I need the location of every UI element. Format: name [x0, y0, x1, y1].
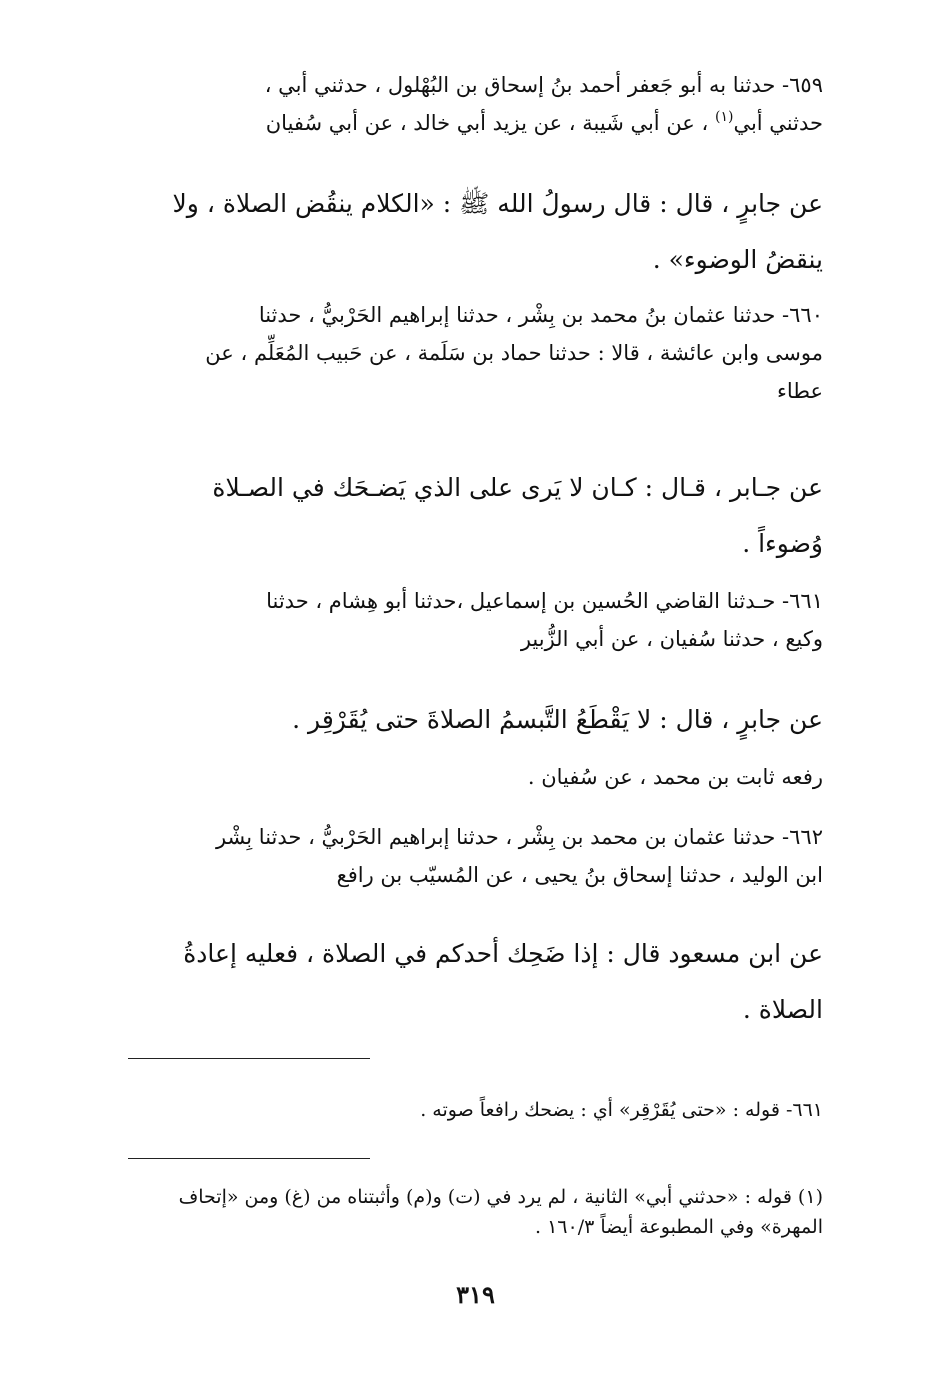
isnad-line: ٦٦٢- حدثنا عثمان بن محمد بن بِشْر ، حدثنا إبراهيم الحَرْبيُّ ، حدثنا بِشْر [215, 825, 823, 849]
hadith-660-isnad [123, 296, 823, 410]
hadith-661-matn [123, 692, 823, 748]
isnad-line: موسى وابن عائشة ، قالا : حدثنا حماد بن سَلَمة ، عن حَبيب المُعَلِّم ، عن [205, 341, 823, 365]
note-line: رفعه ثابت بن محمد ، عن سُفيان . [527, 765, 823, 789]
isnad-line: ٦٦١- حـدثنا القاضي الحُسين بن إسماعيل ،حدثنا أبو هِشام ، حدثنا [266, 589, 823, 613]
hadith-661-isnad [123, 582, 823, 658]
isnad-line: ابن الوليد ، حدثنا إسحاق بنُ يحيى ، عن المُسيّب بن رافع [336, 863, 823, 887]
hadith-662-matn [123, 926, 823, 1038]
commentary-note-661 [123, 1095, 823, 1125]
isnad-line: ٦٦٠- حدثنا عثمان بنُ محمد بن بِشْر ، حدثنا إبراهيم الحَرْبيُّ ، حدثنا [258, 303, 823, 327]
matn-line: الصلاة . [742, 995, 823, 1024]
hadith-661-note [123, 758, 823, 796]
footnotes-divider [128, 1158, 370, 1159]
isnad-text: ، عن أبي شَيبة ، عن يزيد أبي خالد ، عن أبي سُفيان [265, 111, 715, 135]
isnad-line: وكيع ، حدثنا سُفيان ، عن أبي الزُّبير [520, 627, 823, 651]
isnad-line: ٦٥٩- حدثنا به أبو جَعفر أحمد بنُ إسحاق بن البُهْلول ، حدثني أبي ، [264, 73, 823, 97]
isnad-text: حدثني أبي [733, 111, 823, 135]
hadith-660-matn [123, 460, 823, 572]
matn-line: عن ابن مسعود قال : إذا ضَحِك أحدكم في الصلاة ، فعليه إعادةُ [183, 939, 823, 968]
isnad-line: عطاء [776, 379, 823, 403]
footnote-line: (١) قوله : «حدثني أبي» الثانية ، لم يرد في (ت) و(م) وأثبتناه من (غ) ومن «إتحاف [178, 1186, 823, 1208]
footnote-reference: (١) [714, 109, 734, 125]
hadith-662-isnad [123, 818, 823, 894]
matn-line: ينقضُ الوضوء» . [652, 245, 823, 274]
matn-line: عن جابرٍ ، قال : لا يَقْطَعُ التَّبسمُ الصلاةَ حتى يُقَرْقِر . [292, 705, 823, 734]
footnote-line: المهرة» وفي المطبوعة أيضاً ١٦٠/٣ . [535, 1216, 823, 1238]
footnote-1 [123, 1182, 823, 1242]
notes-divider [128, 1058, 370, 1059]
page-number: ٣١٩ [456, 1280, 495, 1309]
matn-line: عن جـابر ، قـال : كـان لا يَرى على الذي يَضـحَك في الصـلاة [212, 473, 823, 502]
hadith-659-matn [123, 176, 823, 288]
note-line: ٦٦١- قوله : «حتى يُقَرْقِر» أي : يضحك رافعاً صوته . [420, 1099, 823, 1121]
matn-line: وُضوءاً . [742, 529, 823, 558]
matn-line: عن جابرٍ ، قال : قال رسولُ الله ﷺ : «الكلام ينقُض الصلاة ، ولا [172, 189, 823, 218]
hadith-659-isnad [123, 66, 823, 145]
isnad-line [123, 104, 823, 145]
